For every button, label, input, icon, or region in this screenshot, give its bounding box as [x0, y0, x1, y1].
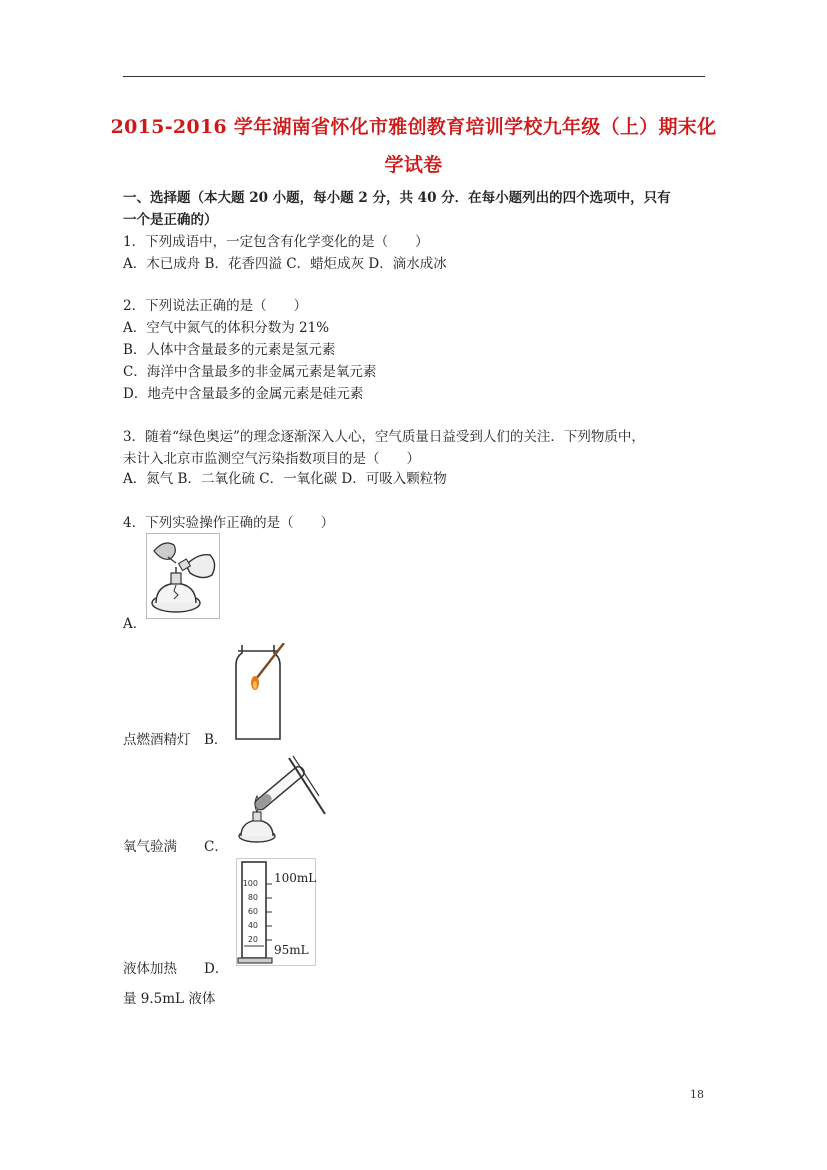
- cylinder-top-label: 100mL: [274, 871, 316, 885]
- q4-option-a-label: A．: [123, 616, 147, 632]
- q4-caption-a-b: 点燃酒精灯 B．: [123, 732, 228, 748]
- figure-b-oxygen-bottle: [232, 643, 288, 743]
- exam-title-line1: 2015-2016 学年湖南省怀化市雅创教育培训学校九年级（上）期末化: [110, 116, 717, 138]
- section-heading-line1: 一、选择题（本大题 20 小题，每小题 2 分，共 40 分．在每小题列出的四个选项中，只有: [123, 190, 671, 206]
- cylinder-tick-80: 80: [247, 893, 258, 902]
- header-rule: [123, 76, 705, 77]
- q2-option-a: A．空气中氮气的体积分数为 21%: [123, 320, 330, 336]
- exam-title-line2: 学试卷: [384, 154, 443, 176]
- figure-c-test-tube-heating: [233, 750, 327, 846]
- cylinder-tick-40: 40: [247, 921, 258, 930]
- cylinder-tick-60: 60: [247, 907, 258, 916]
- figure-a-alcohol-lamp: [146, 533, 220, 619]
- q1-stem: 1．下列成语中，一定包含有化学变化的是（ ）: [123, 234, 429, 250]
- figure-d-graduated-cylinder: [236, 858, 316, 966]
- q4-caption-b-c: 氧气验满 C．: [123, 839, 228, 855]
- q4-stem: 4．下列实验操作正确的是（ ）: [123, 515, 335, 531]
- cylinder-bottom-label: 95mL: [274, 943, 309, 957]
- q1-options: A．木已成舟 B．花香四溢 C．蜡炬成灰 D．滴水成冰: [123, 256, 447, 272]
- q2-option-d: D．地壳中含量最多的金属元素是硅元素: [123, 386, 364, 402]
- page-number: 18: [690, 1088, 704, 1101]
- q2-option-b: B．人体中含量最多的元素是氢元素: [123, 342, 336, 358]
- q2-stem: 2．下列说法正确的是（ ）: [123, 298, 308, 314]
- q3-stem-line1: 3．随着“绿色奥运”的理念逐渐深入人心，空气质量日益受到人们的关注．下列物质中，: [123, 429, 645, 445]
- q3-stem-line2: 未计入北京市监测空气污染指数项目的是（ ）: [123, 451, 420, 467]
- section-heading-line2: 一个是正确的）: [123, 212, 218, 228]
- q4-caption-c-d: 液体加热 D．: [123, 961, 229, 977]
- cylinder-tick-100: 100: [242, 879, 258, 888]
- q4-caption-d: 量 9.5mL 液体: [123, 991, 216, 1007]
- q3-options: A．氮气 B．二氧化硫 C．一氧化碳 D．可吸入颗粒物: [123, 471, 447, 487]
- cylinder-tick-20: 20: [247, 935, 258, 944]
- q2-option-c: C．海洋中含量最多的非金属元素是氧元素: [123, 364, 377, 380]
